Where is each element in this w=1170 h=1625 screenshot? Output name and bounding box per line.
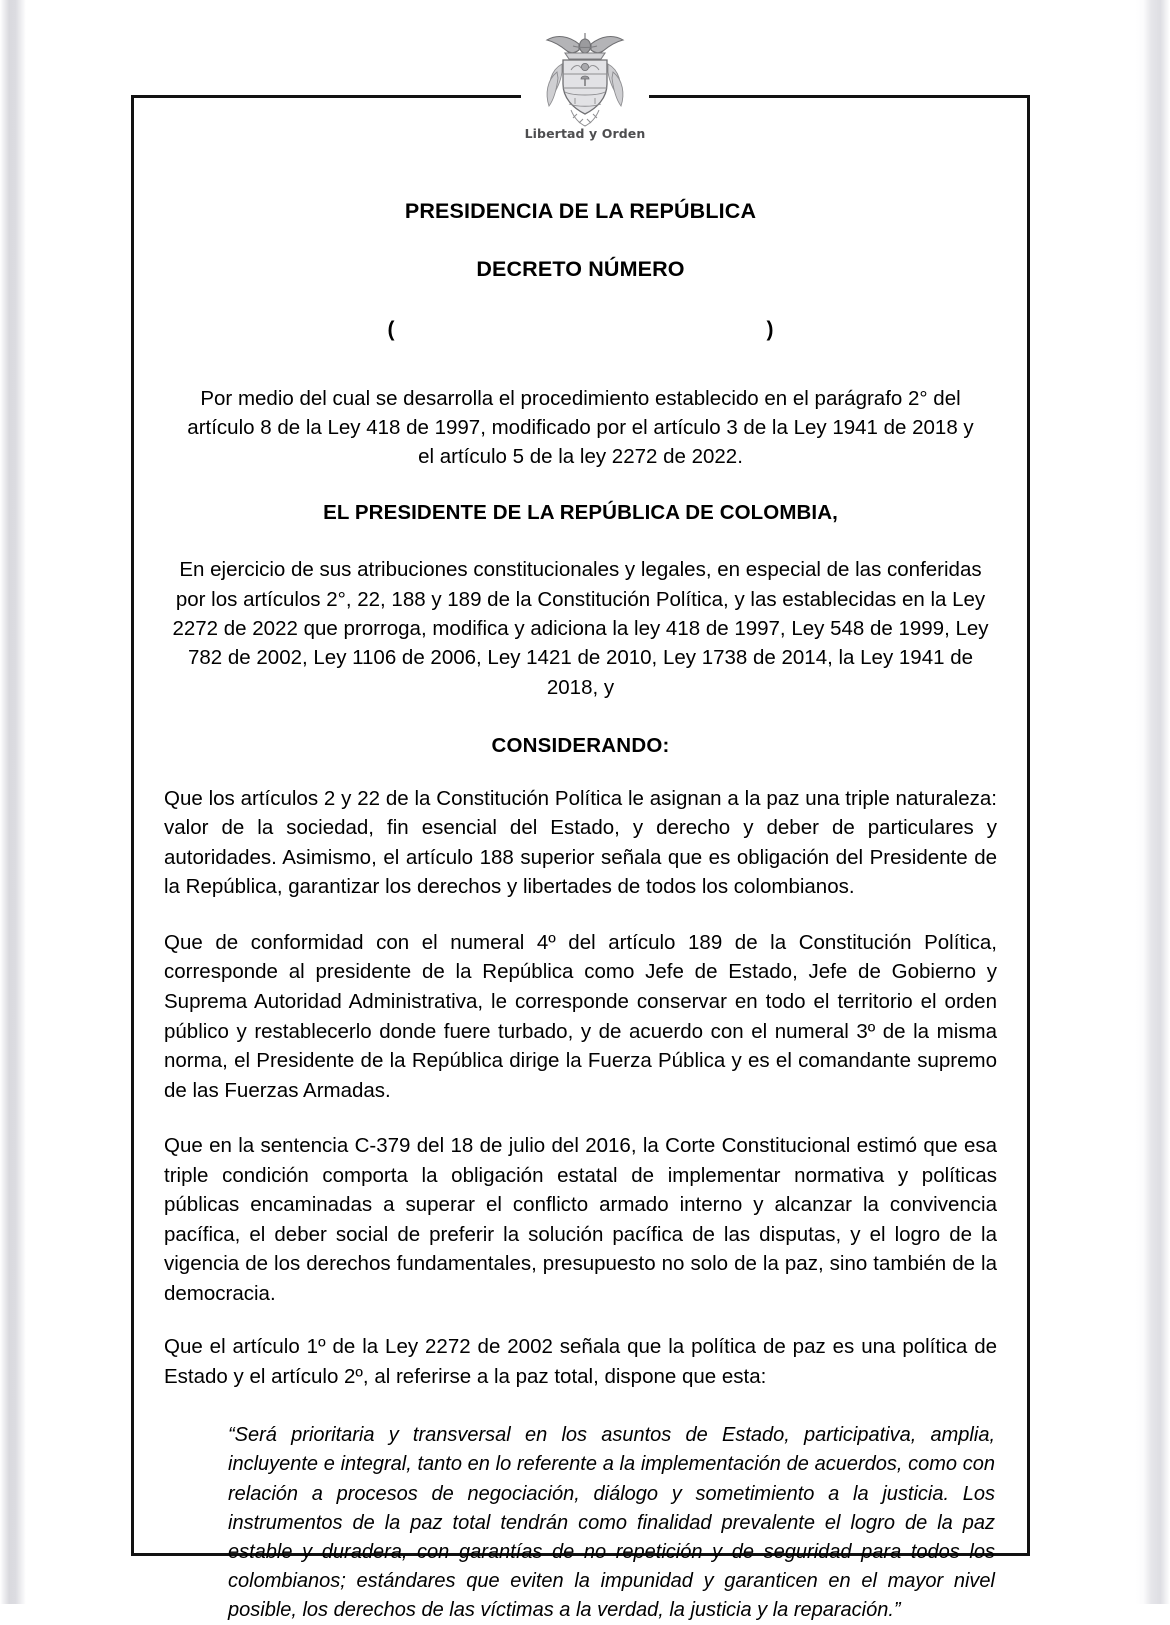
decree-date-blank <box>395 318 767 342</box>
institution-heading: PRESIDENCIA DE LA REPÚBLICA <box>404 199 757 223</box>
recital-paragraph: Que el artículo 1º de la Ley 2272 de 2002 señala que la política de paz es una política de Estado y el artículo 2º, al referirse a la paz total, dispone que esta: <box>164 1335 997 1388</box>
decree-subject-text: Por medio del cual se desarrolla el procedimiento establecido en el parágrafo 2° del artículo 8 de la Ley 418 de 1997, modificado por el artículo 3 de la Ley 1941 de 2018 y el artículo 5 de la ley 2272 de 2022. <box>187 387 974 469</box>
document-type-heading: DECRETO NÚMERO <box>476 257 685 281</box>
considering-heading: CONSIDERANDO: <box>491 733 670 757</box>
page-edge-left-shadow <box>0 0 26 1604</box>
legal-faculties-text: En ejercicio de sus atribuciones constitucionales y legales, en especial de las conferidas por los artículos 2°, 22, 188 y 189 de la Constitución Política, y las establecidas en la Ley 2272 de 2022 que prorroga, modifica y adiciona la ley 418 de 1997, Ley 548 de 1999, Ley 782 de 2002, Ley 1106 de 2006, Ley 1421 de 2010, Ley 1738 de 2014, la Ley 1941 de 2018, y <box>172 558 989 699</box>
paren-close: ) <box>766 318 774 341</box>
decree-date-parentheses <box>164 318 997 342</box>
recital-paragraph: Que de conformidad con el numeral 4º del artículo 189 de la Constitución Política, corresponde al presidente de la República como Jefe de Estado, Jefe de Gobierno y Suprema Autoridad Administrativa, le corresponde conservar en todo el territorio el orden público y restablecerlo donde fuere turbado, y de acuerdo con el numeral 3º de la misma norma, el Presidente de la República dirige la Fuerza Pública y es el comandante supremo de las Fuerzas Armadas. <box>164 930 997 1102</box>
emblem-caption: Libertad y Orden <box>524 126 646 141</box>
issuer-heading: EL PRESIDENTE DE LA REPÚBLICA DE COLOMBIA, <box>323 501 838 525</box>
decree-document-body <box>131 95 1030 1625</box>
page-edge-right-shadow <box>1136 0 1170 1604</box>
recital-paragraph: Que los artículos 2 y 22 de la Constitución Política le asignan a la paz una triple naturaleza: valor de la sociedad, fin esencial del Estado, y derecho y deber de particulares y autoridades. Asimismo, el artículo 188 superior señala que es obligación del Presidente de la República, garantizar los derechos y libertades de todos los colombianos. <box>164 786 997 899</box>
recital-paragraph: Que en la sentencia C-379 del 18 de julio del 2016, la Corte Constitucional estimó que esa triple condición comporta la obligación estatal de implementar normativa y políticas públicas encaminadas a superar el conflicto armado interno y alcanzar la convivencia pacífica, el deber social de preferir la solución pacífica de las disputas, y el logro de la vigencia de los derechos fundamentales, presupuesto no solo de la paz, sino también de la democracia. <box>164 1134 997 1305</box>
paren-open: ( <box>387 318 395 341</box>
law-quotation-block: “Será prioritaria y transversal en los asuntos de Estado, participativa, amplia, incluyente e integral, tanto en lo referente a la implementación de acuerdos, como con relación a procesos de negociación, diálogo y sometimiento a la justicia. Los instrumentos de la paz total tendrán como finalidad prevalente el logro de la paz estable y duradera, con garantías de no repetición y de seguridad para todos los colombianos; estándares que eviten la impunidad y garanticen en el mayor nivel posible, los derechos de las víctimas a la verdad, la justicia y la reparación.” <box>228 1424 995 1622</box>
